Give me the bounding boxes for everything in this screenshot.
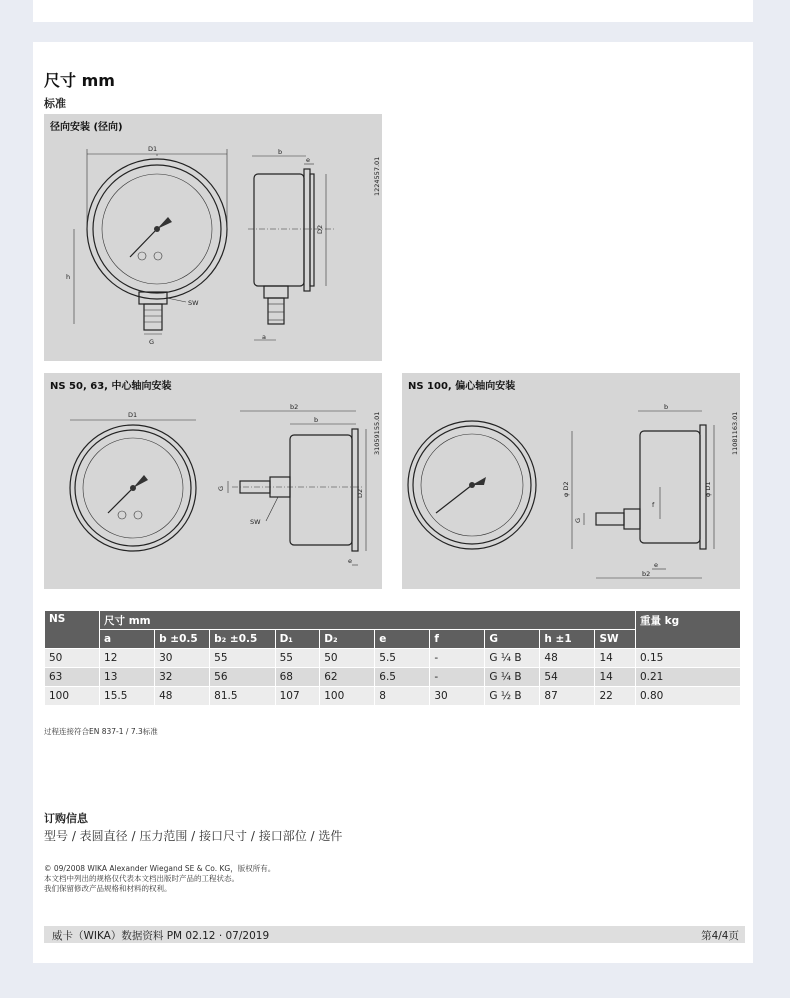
footer-page-number: 第4/4页 (701, 930, 739, 942)
copyright-block (44, 864, 275, 894)
label-d2: D2 (316, 224, 324, 234)
page-footer (44, 926, 745, 943)
cell: G ¼ B (485, 649, 539, 667)
eccentric-axial-mount-drawing (402, 373, 740, 589)
cell: 87 (540, 687, 594, 705)
table-row (45, 649, 740, 667)
cell: 62 (320, 668, 374, 686)
cell: 56 (210, 668, 274, 686)
center-axial-mount-drawing (44, 373, 382, 589)
cell: 68 (276, 668, 320, 686)
cell: 15.5 (100, 687, 154, 705)
cell: 6.5 (375, 668, 429, 686)
center-axial-drawing-code: 31059155.01 (373, 411, 381, 455)
cell-ns: 50 (45, 649, 99, 667)
cell: 100 (320, 687, 374, 705)
header-sw: SW (595, 630, 635, 648)
cell-ns: 63 (45, 668, 99, 686)
cell: 107 (276, 687, 320, 705)
cell: 55 (210, 649, 274, 667)
label-f: f (652, 501, 655, 509)
cell-weight: 0.80 (636, 687, 740, 705)
label-d2: D2 (356, 488, 364, 498)
cell: 30 (155, 649, 209, 667)
cell: 12 (100, 649, 154, 667)
copyright-line: 我们保留修改产品规格和材料的权利。 (44, 884, 172, 893)
cell: G ¼ B (485, 668, 539, 686)
order-info-title: 订购信息 (44, 812, 88, 825)
datasheet-page (33, 42, 753, 963)
cell: 5.5 (375, 649, 429, 667)
label-g: G (149, 338, 155, 346)
table-row (45, 687, 740, 705)
radial-drawing-code: 1224557.01 (373, 156, 381, 196)
label-b: b (664, 403, 669, 411)
label-d1: D1 (148, 145, 158, 153)
cell-weight: 0.15 (636, 649, 740, 667)
radial-mount-svg (44, 114, 382, 361)
header-ns: NS (45, 611, 99, 648)
section-title: 尺寸 mm (44, 71, 115, 90)
table-row (45, 668, 740, 686)
header-dimensions: 尺寸 mm (100, 611, 635, 629)
center-axial-svg (44, 373, 382, 589)
cell: 55 (276, 649, 320, 667)
label-sw: SW (188, 299, 199, 307)
center-axial-title: NS 50, 63, 中心轴向安装 (50, 381, 172, 392)
cell-ns: 100 (45, 687, 99, 705)
label-h: h (66, 273, 71, 281)
label-d2: φ D2 (562, 481, 570, 497)
label-a: a (262, 333, 266, 341)
eccentric-axial-title: NS 100, 偏心轴向安装 (408, 381, 516, 392)
pointer-icon (108, 488, 133, 513)
label-e: e (348, 557, 352, 565)
dimensions-table (44, 610, 741, 706)
header-h: h ±1 (540, 630, 594, 648)
footer-doc-ref: 威卡（WIKA）数据资料 PM 02.12 · 07/2019 (52, 930, 270, 942)
label-g: G (217, 485, 225, 491)
label-b2: b2 (642, 570, 651, 578)
eccentric-axial-drawing-code: 11081163.01 (731, 411, 739, 455)
header-a: a (100, 630, 154, 648)
label-d1: φ D1 (704, 481, 712, 497)
label-b2: b2 (290, 403, 299, 411)
header-e: e (375, 630, 429, 648)
cell: 8 (375, 687, 429, 705)
label-e: e (306, 156, 310, 164)
header-weight: 重量 kg (636, 611, 740, 648)
label-b: b (314, 416, 319, 424)
cell: 14 (595, 649, 635, 667)
cell: 48 (155, 687, 209, 705)
cell: 54 (540, 668, 594, 686)
cell: 32 (155, 668, 209, 686)
cell: 48 (540, 649, 594, 667)
section-subtitle: 标准 (44, 97, 66, 110)
header-f: f (430, 630, 484, 648)
previous-page-card (33, 0, 753, 22)
cell: G ½ B (485, 687, 539, 705)
radial-mount-drawing (44, 114, 382, 361)
cell: - (430, 649, 484, 667)
copyright-line: 本文档中列出的规格仅代表本文档出版时产品的工程状态。 (44, 874, 239, 883)
pointer-icon (436, 485, 472, 513)
eccentric-axial-svg (402, 373, 740, 589)
pointer-icon (130, 229, 157, 257)
copyright-line: © 09/2008 WIKA Alexander Wiegand SE & Co. KG，版权所有。 (44, 864, 276, 873)
header-d2: D₂ (320, 630, 374, 648)
cell: - (430, 668, 484, 686)
header-g: G (485, 630, 539, 648)
cell: 30 (430, 687, 484, 705)
header-b: b ±0.5 (155, 630, 209, 648)
cell: 14 (595, 668, 635, 686)
cell: 22 (595, 687, 635, 705)
standard-note: 过程连接符合EN 837-1 / 7.3标准 (44, 727, 158, 736)
order-info-body: 型号 / 表圆直径 / 压力范围 / 接口尺寸 / 接口部位 / 选件 (44, 829, 343, 843)
radial-mount-title: 径向安装 (径向) (50, 122, 123, 133)
header-d1: D₁ (276, 630, 320, 648)
label-b: b (278, 148, 283, 156)
cell: 81.5 (210, 687, 274, 705)
cell-weight: 0.21 (636, 668, 740, 686)
label-d1: D1 (128, 411, 138, 419)
label-e: e (654, 561, 658, 569)
cell: 13 (100, 668, 154, 686)
header-b2: b₂ ±0.5 (210, 630, 274, 648)
cell: 50 (320, 649, 374, 667)
label-sw: SW (250, 518, 261, 526)
label-g: G (574, 517, 582, 523)
